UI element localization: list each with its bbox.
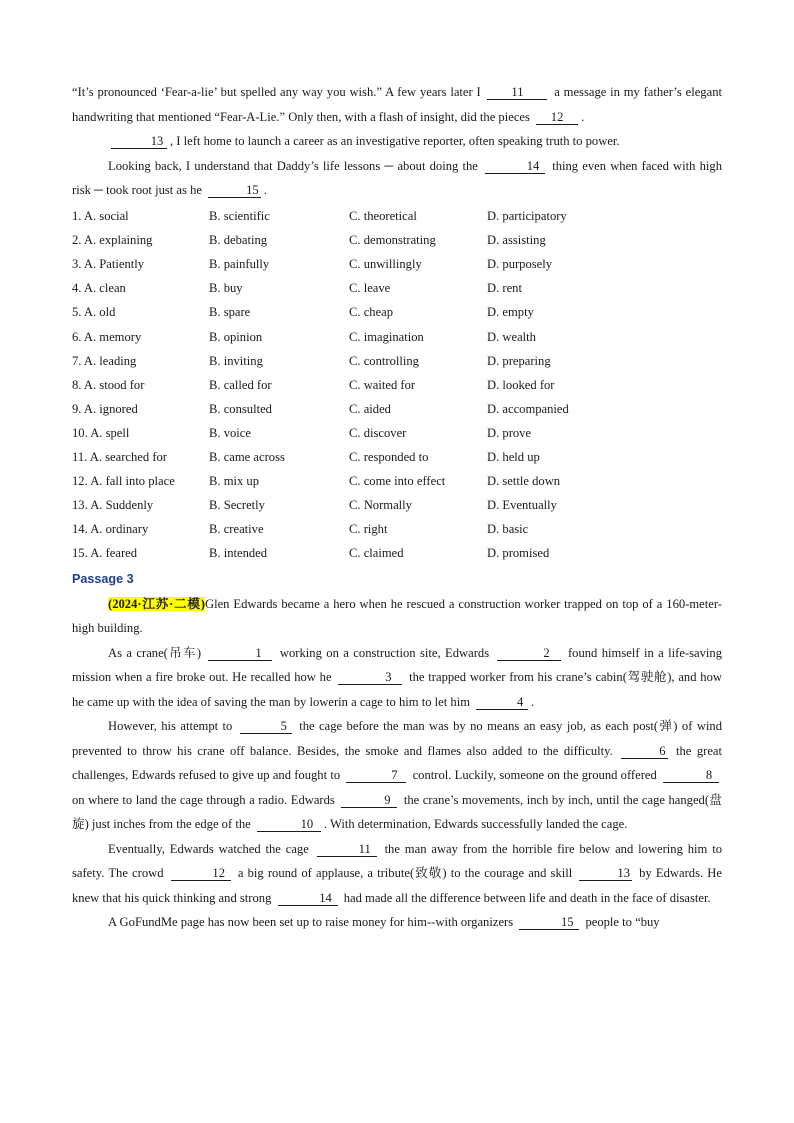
option-a[interactable]: 7. A. leading (72, 353, 137, 368)
answer-options (72, 205, 722, 566)
option-c[interactable]: C. aided (349, 401, 391, 416)
text-segment: on where to land the cage through a radio. Edwards (72, 792, 335, 807)
option-c[interactable]: C. claimed (349, 546, 404, 561)
text-segment: Eventually, Edwards watched the cage (108, 841, 309, 856)
blank-11[interactable]: 11 (487, 86, 547, 100)
option-row (72, 277, 722, 301)
text-segment: the cage before the man was by no means an easy job, as each post(弹) of wind prevented to throw his crane off balance. Besides, the smoke and flames also added to the difficulty. (72, 719, 723, 758)
option-c[interactable]: C. leave (349, 281, 391, 296)
option-row (72, 205, 722, 229)
option-a[interactable]: 4. A. clean (72, 281, 126, 296)
option-b[interactable]: B. scientific (209, 209, 270, 224)
text-segment: found himself in a life-saving mission when a fire broke out. He recalled how he (72, 645, 723, 685)
text-segment: had made all the difference between life and death in the face of disaster. (343, 890, 711, 905)
blank-8[interactable]: 8 (663, 769, 719, 783)
option-row (72, 373, 722, 397)
option-d[interactable]: D. accompanied (487, 401, 569, 416)
option-d[interactable]: D. prove (487, 425, 532, 440)
source-tag: (2024·江苏·二模) (108, 596, 205, 611)
text-segment: people to “buy (585, 915, 660, 930)
option-a[interactable]: 9. A. ignored (72, 401, 138, 416)
option-d[interactable]: D. promised (487, 546, 550, 561)
option-row (72, 542, 722, 566)
option-c[interactable]: C. come into effect (349, 474, 446, 489)
blank-4[interactable]: 4 (476, 696, 528, 710)
option-c[interactable]: C. waited for (349, 377, 416, 392)
option-b[interactable]: B. debating (209, 233, 268, 248)
option-b[interactable]: B. creative (209, 522, 264, 537)
option-c[interactable]: C. responded to (349, 449, 429, 464)
option-d[interactable]: D. purposely (487, 257, 553, 272)
option-b[interactable]: B. painfully (209, 257, 270, 272)
option-b[interactable]: B. inviting (209, 353, 263, 368)
option-d[interactable]: D. settle down (487, 474, 561, 489)
text-segment: , I left home to launch a career as an investigative reporter, often speaking truth to power. (170, 134, 620, 148)
text-segment: However, his attempt to (108, 719, 233, 734)
blank-14[interactable]: 14 (485, 160, 545, 174)
option-c[interactable]: C. theoretical (349, 209, 417, 224)
option-b[interactable]: B. opinion (209, 329, 263, 344)
passage2-paragraph-2 (72, 129, 722, 154)
blank-13[interactable]: 13 (579, 867, 632, 881)
passage3-paragraph-3 (72, 714, 722, 837)
passage3-paragraph-5 (72, 910, 722, 935)
text-segment: thing even when faced with high risk ─ took root just as he (72, 158, 722, 197)
passage3-paragraph-4 (72, 837, 722, 911)
option-a[interactable]: 1. A. social (72, 209, 129, 224)
option-row (72, 470, 722, 494)
text-segment: . (581, 109, 585, 124)
text-segment: the man away from the horrible fire below and lowering him to safety. The crowd (72, 841, 722, 881)
option-row (72, 349, 722, 373)
text-segment: a message in my father’s elegant handwriting that mentioned “Fear-A-Lie.” Only then, with a flash of insight, did the pieces (72, 85, 722, 124)
text-segment: Looking back, I understand that Daddy’s life lessons ─ about doing the (108, 158, 478, 173)
option-d[interactable]: D. empty (487, 305, 534, 320)
text-segment: . With determination, Edwards successfully landed the cage. (323, 817, 628, 832)
passage3-paragraph-1 (72, 592, 722, 641)
option-b[interactable]: B. voice (209, 425, 251, 440)
option-row (72, 445, 722, 469)
option-a[interactable]: 8. A. stood for (72, 377, 145, 392)
option-d[interactable]: D. rent (487, 281, 522, 296)
option-a[interactable]: 10. A. spell (72, 425, 130, 440)
text-segment: by Edwards. He knew that his quick thinking and strong (72, 866, 722, 905)
option-d[interactable]: D. participatory (487, 209, 567, 224)
option-b[interactable]: B. Secretly (209, 498, 265, 513)
option-row (72, 229, 722, 253)
option-row (72, 253, 722, 277)
text-segment: working on a construction site, Edwards (279, 645, 490, 660)
blank-6[interactable]: 6 (621, 745, 667, 759)
blank-5[interactable]: 5 (240, 720, 292, 734)
option-a[interactable]: 15. A. feared (72, 546, 138, 561)
option-b[interactable]: B. intended (209, 546, 268, 561)
option-b[interactable]: B. mix up (209, 474, 260, 489)
option-c[interactable]: C. imagination (349, 329, 424, 344)
blank-3[interactable]: 3 (338, 671, 402, 685)
text-segment: the crane’s movements, inch by inch, until the cage hanged(盘旋) just inches from the edge of the (72, 792, 722, 832)
option-row (72, 421, 722, 445)
text-segment: “It’s pronounced ‘Fear-a-lie’ but spelled any way you wish.” A few years later I (72, 85, 481, 99)
blank-10[interactable]: 10 (257, 818, 321, 832)
blank-7[interactable]: 7 (346, 769, 406, 783)
passage2-paragraph-3 (72, 154, 722, 203)
option-d[interactable]: D. held up (487, 449, 540, 464)
option-a[interactable]: 5. A. old (72, 305, 116, 320)
option-d[interactable]: D. looked for (487, 377, 555, 392)
option-row (72, 397, 722, 421)
text-segment: A GoFundMe page has now been set up to raise money for him--with organizers (108, 915, 514, 930)
passage3-title: Passage 3 (72, 571, 134, 586)
option-c[interactable]: C. Normally (349, 498, 412, 513)
option-a[interactable]: 2. A. explaining (72, 233, 153, 248)
option-a[interactable]: 12. A. fall into place (72, 474, 175, 489)
option-row (72, 518, 722, 542)
option-a[interactable]: 6. A. memory (72, 329, 142, 344)
blank-12[interactable]: 12 (536, 111, 578, 125)
text-segment: . (263, 183, 267, 197)
option-c[interactable]: C. unwillingly (349, 257, 422, 272)
option-d[interactable]: D. basic (487, 522, 529, 537)
blank-9[interactable]: 9 (341, 794, 397, 808)
text-segment: the trapped worker from his crane’s cabin(驾驶舱), and how he came up with the idea of saving the man by lowerin a cage to him to let him (72, 670, 722, 709)
option-c[interactable]: C. cheap (349, 305, 394, 320)
blank-1[interactable]: 1 (208, 647, 272, 661)
passage2-paragraph-1 (72, 80, 722, 129)
option-c[interactable]: C. discover (349, 425, 407, 440)
blank-15[interactable]: 15 (208, 184, 261, 198)
option-d[interactable]: D. preparing (487, 353, 551, 368)
option-c[interactable]: C. demonstrating (349, 233, 436, 248)
text-segment: As a crane(吊车) (108, 645, 202, 660)
option-row (72, 301, 722, 325)
option-b[interactable]: B. consulted (209, 401, 272, 416)
option-a[interactable]: 13. A. Suddenly (72, 498, 154, 513)
text-segment: the great challenges, Edwards refused to give up and fought to (72, 743, 722, 783)
text-segment: a big round of applause, a tribute(致敬) to the courage and skill (237, 866, 573, 881)
option-c[interactable]: C. controlling (349, 353, 419, 368)
blank-14[interactable]: 14 (278, 892, 338, 906)
option-row (72, 494, 722, 518)
option-b[interactable]: B. buy (209, 281, 243, 296)
worksheet-page (72, 80, 722, 935)
blank-12[interactable]: 12 (171, 867, 231, 881)
option-c[interactable]: C. right (349, 522, 388, 537)
option-d[interactable]: D. Eventually (487, 498, 557, 513)
option-b[interactable]: B. called for (209, 377, 272, 392)
passage3-paragraph-2 (72, 641, 722, 715)
option-row (72, 325, 722, 349)
option-a[interactable]: 11. A. searched for (72, 449, 167, 464)
option-a[interactable]: 14. A. ordinary (72, 522, 149, 537)
option-a[interactable]: 3. A. Patiently (72, 257, 145, 272)
option-b[interactable]: B. spare (209, 305, 251, 320)
blank-15[interactable]: 15 (519, 916, 579, 930)
option-d[interactable]: D. assisting (487, 233, 546, 248)
blank-2[interactable]: 2 (497, 647, 561, 661)
text-segment: Glen Edwards became a hero when he rescued a construction worker trapped on top of a 160-meter-high building. (72, 596, 722, 636)
option-b[interactable]: B. came across (209, 449, 285, 464)
blank-11[interactable]: 11 (317, 843, 377, 857)
option-d[interactable]: D. wealth (487, 329, 536, 344)
text-segment: control. Luckily, someone on the ground offered (412, 768, 657, 783)
text-segment: . (531, 694, 535, 709)
blank-13[interactable]: 13 (111, 135, 167, 149)
